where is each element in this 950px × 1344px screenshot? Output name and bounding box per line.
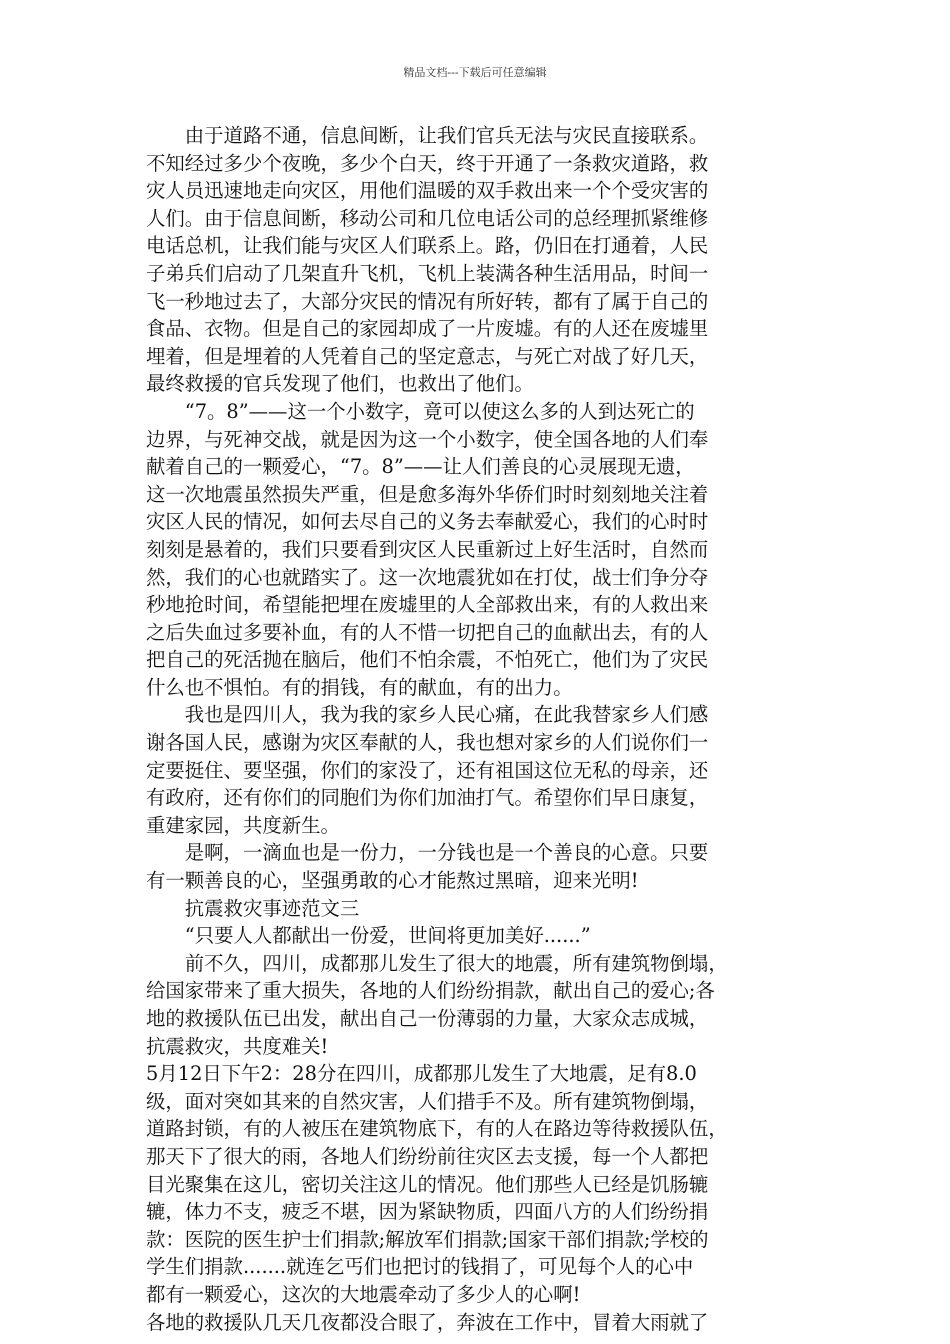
text-line: 谢各国人民，感谢为灾区奉献的人，我也想对家乡的人们说你们一 (146, 731, 709, 755)
text-line: 是啊，一滴血也是一份力，一分钱也是一个善良的心意。只要 (146, 841, 709, 865)
text-line: 边界，与死神交战，就是因为这一个小数字，使全国各地的人们奉 (146, 427, 709, 451)
text-line: 灾人员迅速地走向灾区，用他们温暖的双手救出来一个个受灾害的 (146, 179, 709, 203)
text-line: 灾区人民的情况，如何去尽自己的义务去奉献爱心，我们的心时时 (146, 510, 709, 534)
text-line: 秒地抢时间，希望能把埋在废墟里的人全部救出来，有的人救出来 (146, 593, 709, 617)
text-line: 目光聚集在这儿，密切关注这儿的情况。他们那些人已经是饥肠辘 (146, 1172, 709, 1196)
text-line: 那天下了很大的雨，各地人们纷纷前往灾区去支援，每一个人都把 (146, 1144, 709, 1168)
text-line: 不知经过多少个夜晚，多少个白天，终于开通了一条救灾道路，救 (146, 151, 709, 175)
text-line: 前不久，四川，成都那儿发生了很大的地震，所有建筑物倒塌， (146, 951, 728, 975)
text-line: 由于道路不通，信息间断，让我们官兵无法与灾民直接联系。 (146, 124, 709, 147)
text-line: 电话总机，让我们能与灾区人们联系上。路，仍旧在打通着，人民 (146, 234, 709, 258)
text-line: 重建家园，共度新生。 (146, 813, 340, 837)
text-line: 埋着，但是埋着的人凭着自己的坚定意志，与死亡对战了好几天， (146, 344, 709, 368)
text-line: 级，面对突如其来的自然灾害，人们措手不及。所有建筑物倒塌， (146, 1089, 709, 1113)
text-line: 这一次地震虽然损失严重，但是愈多海外华侨们时时刻刻地关注着 (146, 482, 709, 506)
text-line: 我也是四川人，我为我的家乡人民心痛，在此我替家乡人们感 (146, 703, 709, 727)
text-line: 地的救援队伍已出发，献出自己一份薄弱的力量，大家众志成城， (146, 1007, 709, 1030)
text-line: 5月12日下午2：28分在四川，成都那儿发生了大地震，足有8.0 (146, 1062, 697, 1086)
text-line: 辘，体力不支，疲乏不堪，因为紧缺物质，四面八方的人们纷纷捐 (146, 1200, 709, 1224)
text-line: 把自己的死活抛在脑后，他们不怕余震，不怕死亡，他们为了灾民 (146, 648, 709, 672)
text-line: 最终救援的官兵发现了他们，也救出了他们。 (146, 372, 534, 396)
text-line: 献着自己的一颗爱心，“7。8”——让人们善良的心灵展现无遗， (146, 455, 695, 479)
text-line: 款：医院的医生护士们捐款;解放军们捐款;国家干部们捐款;学校的 (146, 1227, 709, 1251)
text-line: 飞一秒地过去了，大部分灾民的情况有所好转，都有了属于自己的 (146, 289, 709, 313)
text-line: 抗震救灾，共度难关! (146, 1034, 329, 1058)
text-line: 给国家带来了重大损失，各地的人们纷纷捐款，献出自己的爱心;各 (146, 979, 715, 1003)
text-line: 学生们捐款.......就连乞丐们也把讨的钱捐了，可见每个人的心中 (146, 1255, 694, 1279)
document-body (146, 122, 812, 1336)
text-line: 刻刻是悬着的，我们只要看到灾区人民重新过上好生活时，自然而 (146, 537, 709, 561)
text-line: 然，我们的心也就踏实了。这一次地震犹如在打仗，战士们争分夺 (146, 565, 709, 589)
text-line: 有政府，还有你们的同胞们为你们加油打气。希望你们早日康复， (146, 786, 709, 810)
text-line: 什么也不惧怕。有的捐钱，有的献血，有的出力。 (146, 675, 573, 699)
text-line: 子弟兵们启动了几架直升飞机，飞机上装满各种生活用品，时间一 (146, 261, 709, 285)
text-line: 之后失血过多要补血，有的人不惜一切把自己的血献出去，有的人 (146, 620, 709, 644)
section-heading: 抗震救灾事迹范文三 (146, 896, 360, 920)
text-line: 人们。由于信息间断，移动公司和几位电话公司的总经理抓紧维修 (146, 206, 709, 230)
page-header: 精品文档---下载后可任意编辑 (403, 66, 547, 79)
text-line: “只要人人都献出一份爱，世间将更加美好......” (146, 924, 591, 948)
text-line: 定要挺住、要坚强，你们的家没了，还有祖国这位无私的母亲，还 (146, 758, 709, 782)
text-line: 都有一颗爱心，这次的大地震牵动了多少人的心啊! (146, 1282, 581, 1306)
text-line: 道路封锁，有的人被压在建筑物底下，有的人在路边等待救援队伍， (146, 1117, 728, 1141)
text-line: “7。8”——这一个小数字，竟可以使这么多的人到达死亡的 (146, 399, 695, 423)
text-line: 食品、衣物。但是自己的家园却成了一片废墟。有的人还在废墟里 (146, 317, 709, 341)
text-line: 各地的救援队几天几夜都没合眼了，奔波在工作中，冒着大雨就了 (146, 1310, 709, 1334)
text-line: 有一颗善良的心，坚强勇敢的心才能熬过黑暗，迎来光明! (146, 869, 639, 893)
